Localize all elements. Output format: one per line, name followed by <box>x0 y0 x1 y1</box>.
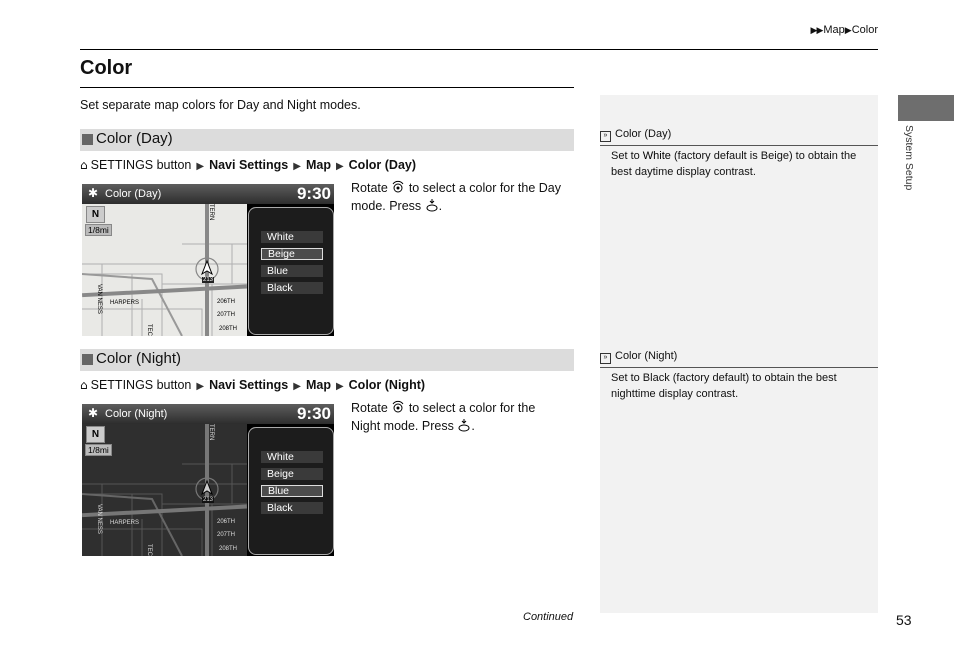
street-label: 206TH <box>217 299 236 305</box>
path-step-color-day: Color (Day) <box>348 158 417 172</box>
north-up-icon: N <box>86 426 105 443</box>
color-option-black[interactable]: Black <box>261 282 323 294</box>
cross-reference-icon: » <box>600 353 611 364</box>
home-icon: ⌂ <box>80 158 88 172</box>
screen-titlebar <box>82 184 334 204</box>
color-option-blue[interactable]: Blue <box>261 265 323 277</box>
breadcrumb-map[interactable]: Map <box>823 24 845 36</box>
path-step-navi-settings: Navi Settings <box>209 378 289 392</box>
screen-clock: 9:30 <box>296 184 331 203</box>
note-heading-day[interactable]: » Color (Day) <box>600 128 878 142</box>
screen-title: Color (Day) <box>105 188 162 200</box>
chapter-tab-label: System Setup <box>903 125 915 191</box>
screen-night <box>82 404 334 556</box>
street-label: 206TH <box>217 519 236 525</box>
path-step-map: Map <box>305 158 331 172</box>
path-start: SETTINGS button <box>90 378 192 392</box>
path-step-navi-settings: Navi Settings <box>209 158 289 172</box>
path-arrow-icon: ▶ <box>196 161 205 172</box>
intro-text: Set separate map colors for Day and Night modes. <box>80 98 361 112</box>
map-scale: 1/8mi <box>85 444 112 456</box>
path-start: SETTINGS button <box>90 158 192 172</box>
gear-icon: ✱ <box>88 406 99 420</box>
screen-titlebar <box>82 404 334 424</box>
color-option-beige[interactable]: Beige <box>261 248 323 260</box>
screen-title: Color (Night) <box>105 408 168 420</box>
nav-path-day <box>80 158 416 172</box>
color-options-panel <box>248 427 334 555</box>
breadcrumb-color[interactable]: Color <box>851 24 878 36</box>
street-label: HARPERS <box>110 300 140 306</box>
north-up-icon: N <box>86 206 105 223</box>
screen-clock: 9:30 <box>296 404 331 423</box>
page-number: 53 <box>896 612 912 628</box>
note-rule <box>600 145 878 146</box>
section-heading-day <box>80 129 574 151</box>
color-option-beige[interactable]: Beige <box>261 468 323 480</box>
street-label: TERN <box>208 204 214 221</box>
color-option-black[interactable]: Black <box>261 502 323 514</box>
gear-icon: ✱ <box>88 186 99 200</box>
street-label: TEC <box>146 544 152 556</box>
path-arrow-icon: ▶ <box>196 381 205 392</box>
street-label: 207TH <box>217 532 236 538</box>
color-options-panel <box>248 207 334 335</box>
section-square-icon <box>82 354 93 365</box>
path-arrow-icon: ▶ <box>293 161 301 172</box>
nav-path-night <box>80 378 425 392</box>
rotate-instruction-night: Rotate to select a color for the Night mode. Press . <box>351 401 536 433</box>
top-rule <box>80 49 878 50</box>
rotate-instruction-day: Rotate to select a color for the Day mode. Press . <box>351 181 561 213</box>
section-heading-night-text: Color (Night) <box>96 350 182 367</box>
screen-day <box>82 184 334 336</box>
color-option-white[interactable]: White <box>261 231 323 243</box>
path-arrow-icon: ▶ <box>335 381 344 392</box>
note-body-night: Set to Black (factory default) to obtain the best nighttime display contrast. <box>611 372 837 400</box>
breadcrumb-separator: ▶ <box>844 25 851 35</box>
street-label: VAN NESS <box>96 504 102 534</box>
interface-dial-rotate-icon <box>391 400 405 414</box>
color-option-white[interactable]: White <box>261 451 323 463</box>
interface-dial-press-icon <box>425 198 439 212</box>
street-label: VAN NESS <box>96 284 102 314</box>
title-rule <box>80 87 574 88</box>
path-arrow-icon: ▶ <box>335 161 344 172</box>
color-option-blue[interactable]: Blue <box>261 485 323 497</box>
interface-dial-rotate-icon <box>391 180 405 194</box>
chapter-tab <box>898 95 954 121</box>
note-body-day: Set to White (factory default is Beige) to obtain the best daytime display contrast. <box>611 150 857 178</box>
map-scale: 1/8mi <box>85 224 112 236</box>
section-heading-night <box>80 349 574 371</box>
home-icon: ⌂ <box>80 378 88 392</box>
path-step-map: Map <box>305 378 331 392</box>
route-shield: 213 <box>203 277 214 283</box>
cross-reference-icon: » <box>600 131 611 142</box>
section-heading-day-text: Color (Day) <box>96 130 173 147</box>
page-title: Color <box>80 57 133 79</box>
street-label: TERN <box>208 424 214 441</box>
street-label: 208TH <box>219 546 238 552</box>
interface-dial-press-icon <box>457 418 471 432</box>
path-arrow-icon: ▶ <box>293 381 301 392</box>
street-label: 207TH <box>217 312 236 318</box>
breadcrumb <box>811 24 878 36</box>
continued-label: Continued <box>523 611 574 623</box>
note-rule <box>600 367 878 368</box>
street-label: TEC <box>146 324 152 336</box>
route-shield: 213 <box>203 497 214 503</box>
note-heading-night[interactable]: » Color (Night) <box>600 350 878 364</box>
street-label: 208TH <box>219 326 238 332</box>
section-square-icon <box>82 134 93 145</box>
breadcrumb-arrows: ▶▶ <box>810 25 823 35</box>
street-label: HARPERS <box>110 520 140 526</box>
path-step-color-night: Color (Night) <box>348 378 426 392</box>
